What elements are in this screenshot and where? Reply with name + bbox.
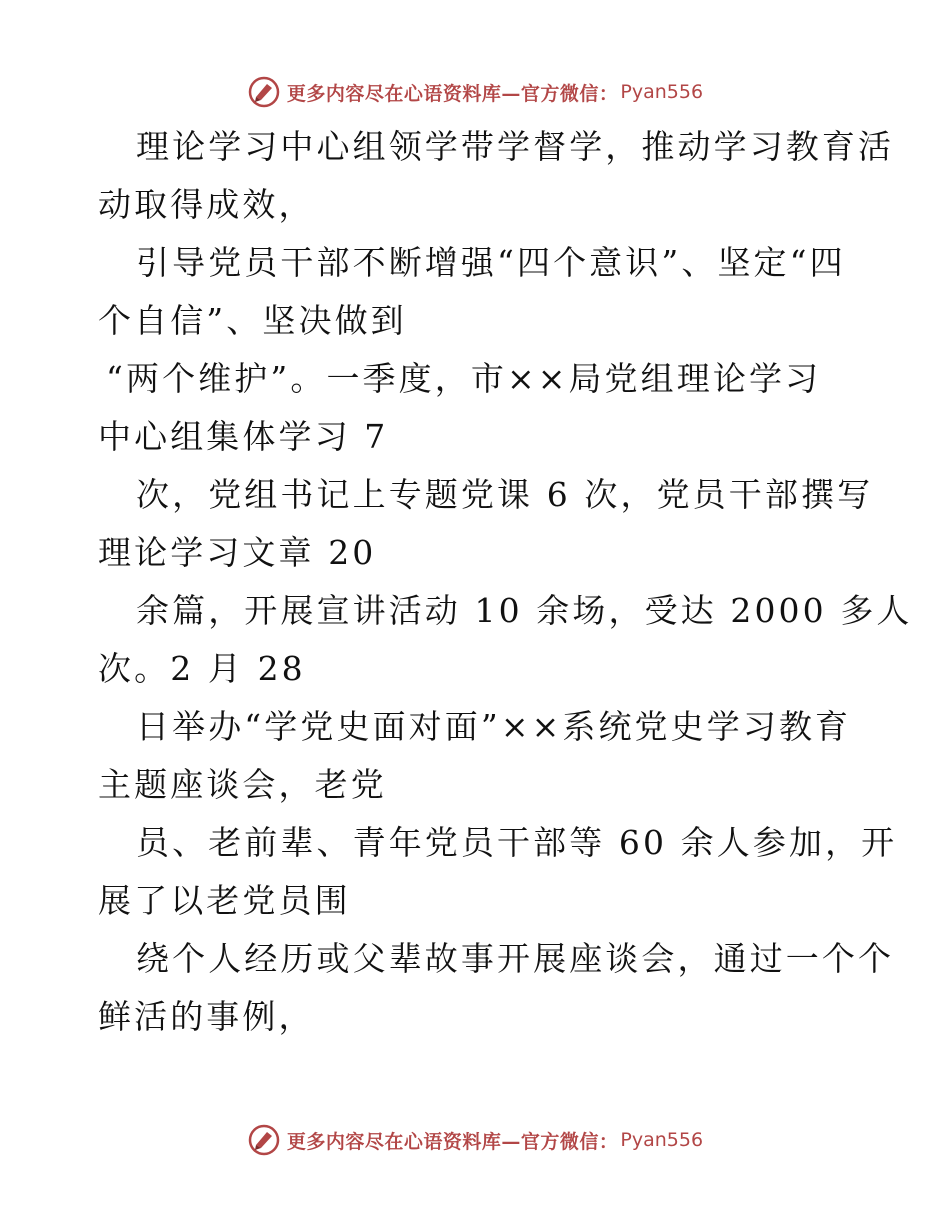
text-line: 余篇，开展宣讲活动 10 余场，受达 2000 多人 [136,591,913,630]
text-line: 理论学习文章 20 [98,533,377,572]
text-line: 展了以老党员围 [98,881,351,920]
text-line: 绕个人经历或父辈故事开展座谈会，通过一个个 [136,939,895,978]
watermark-text: 更多内容尽在心语资料库—官方微信： [286,1130,619,1153]
text-line: 引导党员干部不断增强“四个意识”、坚定“四 [136,243,846,282]
text-line: 主题座谈会，老党 [98,765,387,804]
text-line: 个自信”、坚决做到 [98,301,407,340]
footer-watermark [0,1120,950,1160]
text-line: 理论学习中心组领学带学督学，推动学习教育活 [136,127,895,166]
watermark-wechat-id: Pyan556 [620,81,704,103]
text-line: 次，党组书记上专题党课 6 次，党员干部撰写 [136,475,874,514]
pen-logo-icon [247,1123,281,1157]
text-line: 中心组集体学习 7 [98,417,389,456]
text-line: 鲜活的事例， [98,997,315,1036]
document-body [98,118,913,1046]
watermark-text: 更多内容尽在心语资料库—官方微信： [286,82,619,105]
text-line: 员、老前辈、青年党员干部等 60 余人参加，开 [136,823,898,862]
pen-logo-icon [247,75,281,109]
text-line: 次。2 月 28 [98,649,306,688]
text-line: 动取得成效， [98,185,315,224]
text-line: “两个维护”。一季度，市××局党组理论学习 [106,359,822,398]
text-line: 日举办“学党史面对面”××系统党史学习教育 [136,707,852,746]
header-watermark [0,72,950,112]
watermark-wechat-id: Pyan556 [620,1129,704,1151]
